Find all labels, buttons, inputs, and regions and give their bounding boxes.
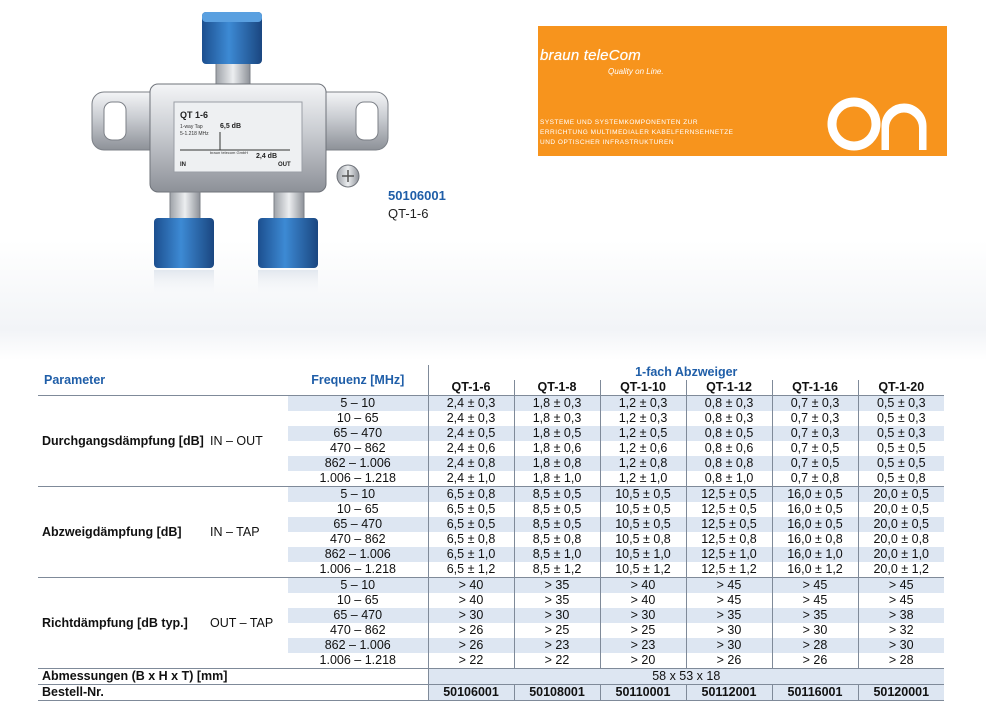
brand-banner bbox=[538, 26, 947, 156]
value-cell: 10,5 ± 0,5 bbox=[600, 487, 686, 503]
value-cell: 0,5 ± 0,3 bbox=[858, 426, 944, 441]
frequency-cell: 1.006 – 1.218 bbox=[319, 471, 396, 485]
model-header: QT-1-16 bbox=[772, 380, 858, 396]
frequency-cell: 1.006 – 1.218 bbox=[319, 562, 396, 576]
frequency-cell: 862 – 1.006 bbox=[288, 547, 428, 562]
device-label-mfr: braun telecom GmbH bbox=[210, 150, 249, 155]
dimensions-value: 58 x 53 x 18 bbox=[428, 669, 944, 685]
brand-name: braun teleCom bbox=[540, 47, 641, 64]
value-cell: > 32 bbox=[858, 623, 944, 638]
frequency-cell: 1.006 – 1.218 bbox=[319, 653, 396, 667]
device-label-in: IN bbox=[180, 162, 186, 168]
brand-tagline: Quality on Line. bbox=[608, 67, 664, 76]
value-cell: 1,2 ± 1,0 bbox=[600, 471, 686, 487]
brand-description-line: ERRICHTUNG MULTIMEDIALER KABELFERNSEHNETZE bbox=[540, 129, 734, 136]
spec-table bbox=[38, 365, 944, 701]
value-cell: 12,5 ± 0,5 bbox=[686, 517, 772, 532]
value-cell: 12,5 ± 1,2 bbox=[686, 562, 772, 578]
value-cell: > 45 bbox=[858, 578, 944, 594]
value-cell: > 35 bbox=[686, 608, 772, 623]
value-cell: > 26 bbox=[772, 653, 858, 669]
value-cell: 10,5 ± 0,5 bbox=[600, 517, 686, 532]
value-cell: 20,0 ± 0,8 bbox=[858, 532, 944, 547]
value-cell: > 22 bbox=[514, 653, 600, 669]
device-label-freq: 5-1.218 MHz bbox=[180, 131, 209, 137]
value-cell: 0,7 ± 0,5 bbox=[772, 456, 858, 471]
param-direction: IN – TAP bbox=[210, 487, 288, 578]
value-cell: 8,5 ± 0,8 bbox=[514, 532, 600, 547]
frequency-cell: 10 – 65 bbox=[336, 411, 379, 425]
value-cell: 10,5 ± 0,5 bbox=[600, 502, 686, 517]
value-cell: 12,5 ± 0,5 bbox=[686, 502, 772, 517]
brand-description-line: SYSTEME UND SYSTEMKOMPONENTEN ZUR bbox=[540, 119, 699, 126]
value-cell: 16,0 ± 0,5 bbox=[772, 487, 858, 503]
frequency-cell: 470 – 862 bbox=[329, 532, 386, 546]
value-cell: > 30 bbox=[858, 638, 944, 653]
value-cell: > 45 bbox=[772, 593, 858, 608]
value-cell: 0,8 ± 0,8 bbox=[686, 456, 772, 471]
value-cell: 1,2 ± 0,3 bbox=[600, 396, 686, 412]
value-cell: 12,5 ± 0,5 bbox=[686, 487, 772, 503]
value-cell: 8,5 ± 0,5 bbox=[514, 517, 600, 532]
order-number-cell: 50116001 bbox=[772, 685, 858, 701]
device-label-out: OUT bbox=[278, 162, 291, 168]
value-cell: > 30 bbox=[772, 623, 858, 638]
value-cell: > 26 bbox=[428, 623, 514, 638]
brand-logo bbox=[824, 90, 948, 156]
value-cell: 10,5 ± 1,2 bbox=[600, 562, 686, 578]
table-row bbox=[38, 578, 944, 594]
value-cell: > 26 bbox=[428, 638, 514, 653]
part-model: QT-1-6 bbox=[388, 206, 429, 221]
value-cell: 2,4 ± 0,3 bbox=[428, 411, 514, 426]
value-cell: > 25 bbox=[600, 623, 686, 638]
value-cell: > 30 bbox=[514, 608, 600, 623]
value-cell: > 35 bbox=[514, 578, 600, 594]
value-cell: 0,7 ± 0,3 bbox=[772, 426, 858, 441]
value-cell: 2,4 ± 0,5 bbox=[428, 426, 514, 441]
value-cell: 1,8 ± 0,6 bbox=[514, 441, 600, 456]
value-cell: > 28 bbox=[858, 653, 944, 669]
value-cell: 1,2 ± 0,5 bbox=[600, 426, 686, 441]
value-cell: > 20 bbox=[600, 653, 686, 669]
value-cell: 20,0 ± 0,5 bbox=[858, 502, 944, 517]
brand-description-line: UND OPTISCHER INFRASTRUKTUREN bbox=[540, 139, 675, 146]
brand-description bbox=[540, 118, 800, 148]
value-cell: 0,7 ± 0,5 bbox=[772, 441, 858, 456]
value-cell: 16,0 ± 0,8 bbox=[772, 532, 858, 547]
value-cell: 12,5 ± 1,0 bbox=[686, 547, 772, 562]
group-header: 1-fach Abzweiger bbox=[428, 365, 944, 380]
value-cell: > 40 bbox=[428, 578, 514, 594]
value-cell: 10,5 ± 0,8 bbox=[600, 532, 686, 547]
param-direction: IN – OUT bbox=[210, 396, 288, 487]
value-cell: 8,5 ± 0,5 bbox=[514, 502, 600, 517]
value-cell: > 35 bbox=[514, 593, 600, 608]
value-cell: > 45 bbox=[686, 578, 772, 594]
value-cell: 0,8 ± 0,3 bbox=[686, 396, 772, 412]
value-cell: 2,4 ± 1,0 bbox=[428, 471, 514, 487]
value-cell: 0,8 ± 0,6 bbox=[686, 441, 772, 456]
value-cell: > 45 bbox=[772, 578, 858, 594]
value-cell: 1,8 ± 0,3 bbox=[514, 411, 600, 426]
brand-logo-text: on bbox=[824, 90, 826, 91]
value-cell: > 30 bbox=[428, 608, 514, 623]
order-number-row bbox=[38, 685, 944, 701]
value-cell: > 45 bbox=[858, 593, 944, 608]
value-cell: 0,7 ± 0,8 bbox=[772, 471, 858, 487]
value-cell: > 45 bbox=[686, 593, 772, 608]
order-number-cell: 50106001 bbox=[428, 685, 514, 701]
dimensions-label: Abmessungen (B x H x T) [mm] bbox=[38, 669, 428, 685]
frequency-cell: 10 – 65 bbox=[336, 502, 379, 516]
model-header: QT-1-12 bbox=[686, 380, 772, 396]
value-cell: 0,5 ± 0,8 bbox=[858, 471, 944, 487]
value-cell: > 30 bbox=[686, 623, 772, 638]
model-header: QT-1-20 bbox=[858, 380, 944, 396]
value-cell: > 40 bbox=[600, 593, 686, 608]
value-cell: 0,8 ± 0,3 bbox=[686, 411, 772, 426]
value-cell: 6,5 ± 1,0 bbox=[428, 547, 514, 562]
value-cell: > 40 bbox=[428, 593, 514, 608]
value-cell: 20,0 ± 0,5 bbox=[858, 517, 944, 532]
order-number-cell: 50108001 bbox=[514, 685, 600, 701]
value-cell: 8,5 ± 0,5 bbox=[514, 487, 600, 503]
value-cell: > 22 bbox=[428, 653, 514, 669]
value-cell: 10,5 ± 1,0 bbox=[600, 547, 686, 562]
part-number: 50106001 bbox=[388, 188, 446, 203]
value-cell: 12,5 ± 0,8 bbox=[686, 532, 772, 547]
order-number-cell: 50120001 bbox=[858, 685, 944, 701]
order-number-cell: 50110001 bbox=[600, 685, 686, 701]
value-cell: 0,8 ± 1,0 bbox=[686, 471, 772, 487]
product-photo bbox=[80, 0, 400, 300]
value-cell: > 26 bbox=[686, 653, 772, 669]
dimensions-row bbox=[38, 669, 944, 685]
value-cell: 6,5 ± 1,2 bbox=[428, 562, 514, 578]
freq-header: Frequenz [MHz] bbox=[311, 372, 405, 387]
value-cell: > 25 bbox=[514, 623, 600, 638]
value-cell: > 23 bbox=[514, 638, 600, 653]
value-cell: 20,0 ± 0,5 bbox=[858, 487, 944, 503]
model-header: QT-1-6 bbox=[428, 380, 514, 396]
frequency-cell: 862 – 1.006 bbox=[288, 456, 428, 471]
value-cell: > 28 bbox=[772, 638, 858, 653]
frequency-cell: 862 – 1.006 bbox=[288, 638, 428, 653]
value-cell: 2,4 ± 0,8 bbox=[428, 456, 514, 471]
value-cell: 0,8 ± 0,5 bbox=[686, 426, 772, 441]
frequency-cell: 65 – 470 bbox=[288, 426, 428, 441]
param-header: Parameter bbox=[44, 372, 106, 387]
value-cell: 8,5 ± 1,0 bbox=[514, 547, 600, 562]
param-name: Abzweigdämpfung [dB] bbox=[38, 487, 210, 578]
param-name: Durchgangsdämpfung [dB] bbox=[38, 396, 210, 487]
value-cell: 2,4 ± 0,6 bbox=[428, 441, 514, 456]
value-cell: 0,5 ± 0,3 bbox=[858, 411, 944, 426]
value-cell: 20,0 ± 1,2 bbox=[858, 562, 944, 578]
frequency-cell: 470 – 862 bbox=[329, 441, 386, 455]
table-row bbox=[38, 487, 944, 503]
value-cell: 6,5 ± 0,5 bbox=[428, 517, 514, 532]
order-number-cell: 50112001 bbox=[686, 685, 772, 701]
value-cell: > 23 bbox=[600, 638, 686, 653]
value-cell: 1,8 ± 0,8 bbox=[514, 456, 600, 471]
frequency-cell: 65 – 470 bbox=[288, 517, 428, 532]
value-cell: 1,8 ± 1,0 bbox=[514, 471, 600, 487]
value-cell: 6,5 ± 0,8 bbox=[428, 532, 514, 547]
value-cell: 8,5 ± 1,2 bbox=[514, 562, 600, 578]
frequency-cell: 5 – 10 bbox=[288, 578, 428, 594]
param-name: Richtdämpfung [dB typ.] bbox=[38, 578, 210, 669]
value-cell: 2,4 ± 0,3 bbox=[428, 396, 514, 412]
value-cell: 1,2 ± 0,6 bbox=[600, 441, 686, 456]
param-direction: OUT – TAP bbox=[210, 578, 288, 669]
value-cell: 6,5 ± 0,5 bbox=[428, 502, 514, 517]
order-number-label: Bestell-Nr. bbox=[38, 685, 428, 701]
frequency-cell: 5 – 10 bbox=[288, 487, 428, 503]
value-cell: 6,5 ± 0,8 bbox=[428, 487, 514, 503]
value-cell: > 40 bbox=[600, 578, 686, 594]
value-cell: 0,5 ± 0,5 bbox=[858, 441, 944, 456]
value-cell: 0,5 ± 0,3 bbox=[858, 396, 944, 412]
value-cell: 1,8 ± 0,5 bbox=[514, 426, 600, 441]
frequency-cell: 5 – 10 bbox=[288, 396, 428, 412]
table-row bbox=[38, 396, 944, 412]
device-label-tap-loss: 6,5 dB bbox=[220, 123, 242, 130]
value-cell: 20,0 ± 1,0 bbox=[858, 547, 944, 562]
model-header: QT-1-10 bbox=[600, 380, 686, 396]
device-label-model: QT 1-6 bbox=[180, 110, 209, 120]
value-cell: > 30 bbox=[686, 638, 772, 653]
value-cell: > 38 bbox=[858, 608, 944, 623]
value-cell: 16,0 ± 0,5 bbox=[772, 517, 858, 532]
frequency-cell: 65 – 470 bbox=[288, 608, 428, 623]
value-cell: > 35 bbox=[772, 608, 858, 623]
value-cell: 0,7 ± 0,3 bbox=[772, 411, 858, 426]
value-cell: 16,0 ± 0,5 bbox=[772, 502, 858, 517]
value-cell: > 30 bbox=[600, 608, 686, 623]
value-cell: 16,0 ± 1,2 bbox=[772, 562, 858, 578]
value-cell: 16,0 ± 1,0 bbox=[772, 547, 858, 562]
device-label-type: 1-way Tap bbox=[180, 124, 203, 130]
frequency-cell: 10 – 65 bbox=[336, 593, 379, 607]
value-cell: 0,7 ± 0,3 bbox=[772, 396, 858, 412]
value-cell: 1,8 ± 0,3 bbox=[514, 396, 600, 412]
value-cell: 1,2 ± 0,8 bbox=[600, 456, 686, 471]
value-cell: 0,5 ± 0,5 bbox=[858, 456, 944, 471]
frequency-cell: 470 – 862 bbox=[329, 623, 386, 637]
model-header: QT-1-8 bbox=[514, 380, 600, 396]
value-cell: 1,2 ± 0,3 bbox=[600, 411, 686, 426]
device-label-thru-loss: 2,4 dB bbox=[256, 153, 278, 160]
